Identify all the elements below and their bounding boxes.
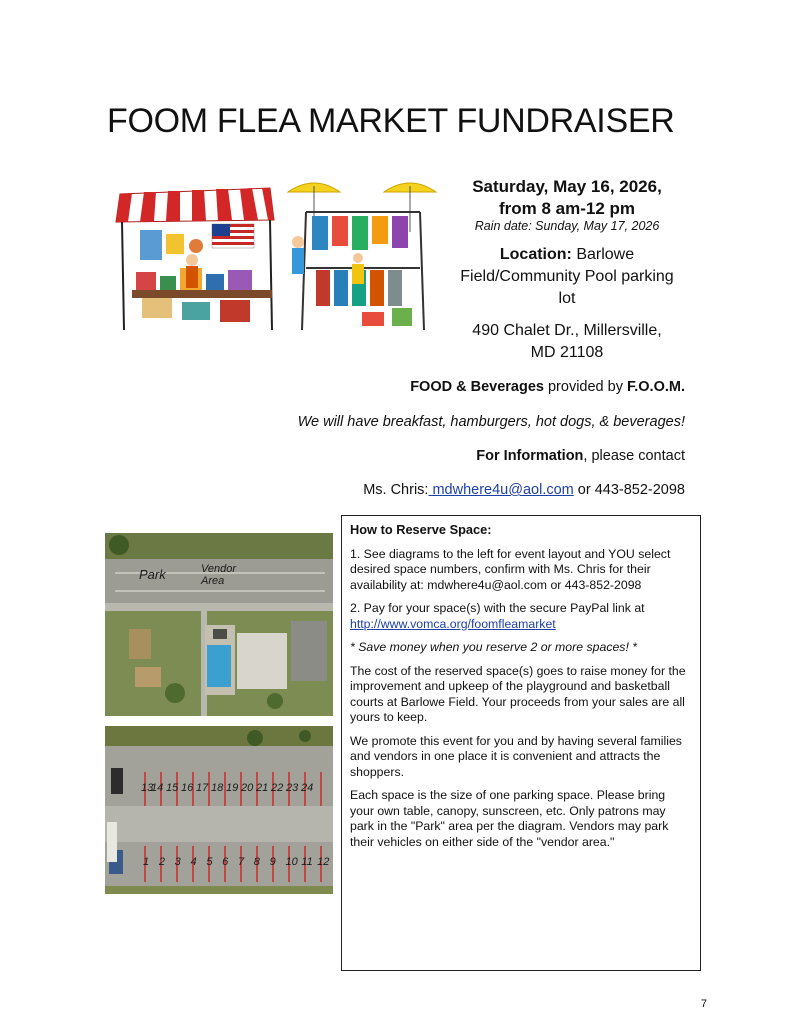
address-line: 490 Chalet Dr., Millersville, — [472, 322, 662, 339]
foom-bold: F.O.O.M. — [627, 379, 685, 395]
space-number: 23 — [286, 782, 299, 794]
location-label: Location: — [499, 246, 572, 263]
space-number: 6 — [222, 856, 229, 868]
reserve-space-box — [341, 515, 701, 971]
space-number: 18 — [211, 782, 224, 794]
space-number: 9 — [269, 856, 276, 868]
info-line — [476, 448, 685, 464]
menu-line: We will have breakfast, hamburgers, hot dogs, & beverages! — [297, 414, 685, 430]
park-label: Park — [139, 567, 166, 582]
food-bold: FOOD & Beverages — [410, 379, 544, 395]
event-date — [452, 176, 682, 220]
bottom-space-numbers — [143, 856, 333, 868]
space-number: 2 — [158, 856, 165, 868]
step-1: 1. See diagrams to the left for event layout and YOU select desired space numbers, confirm with Ms. Chris for their availability at: mdwhere4u@aol.com or 443-852-2098 — [350, 546, 671, 592]
contact-prefix: Ms. Chris: — [363, 482, 429, 498]
page-number: 7 — [700, 998, 707, 1010]
address — [452, 320, 682, 364]
promote-paragraph: We promote this event for you and by having several families and vendors in one place it is convenient and attracts the shoppers. — [350, 733, 682, 779]
food-line — [410, 379, 685, 395]
location-text: Barlowe Field/Community Pool parking lot — [460, 246, 674, 307]
save-money-note: * Save money when you reserve 2 or more spaces! * — [350, 640, 638, 654]
step-2-text: 2. Pay for your space(s) with the secure PayPal link at — [350, 601, 645, 615]
location — [452, 244, 682, 310]
flea-market-illustration — [112, 172, 442, 340]
paypal-link[interactable]: http://www.vomca.org/foomfleamarket — [350, 616, 556, 631]
space-number: 3 — [174, 856, 181, 868]
top-space-numbers — [141, 782, 331, 794]
rain-date: Rain date: Sunday, May 17, 2026 — [474, 219, 660, 233]
cost-paragraph: The cost of the reserved space(s) goes to raise money for the improvement and upkeep of the playground and basketball courts at Barlowe Field. Your proceeds from your sales are all yours to keep. — [350, 663, 686, 724]
food-mid: provided by — [543, 379, 627, 395]
space-size-paragraph: Each space is the size of one parking space. Please bring your own table, canopy, sunscreen, etc. Only patrons may park in the "Park" area per the diagram. Vendors may park their vehicles on either side of the "vendor area." — [350, 788, 669, 849]
space-number: 4 — [190, 856, 197, 868]
space-number: 20 — [241, 782, 254, 794]
space-number: 15 — [166, 782, 179, 794]
info-rest: , please contact — [583, 448, 685, 464]
space-number: 1 — [143, 856, 150, 868]
space-number: 16 — [181, 782, 194, 794]
space-number: 7 — [237, 856, 245, 868]
address-line: MD 21108 — [530, 344, 604, 361]
space-number: 14 — [151, 782, 164, 794]
space-number: 11 — [301, 856, 313, 868]
step-2 — [350, 601, 692, 632]
space-number: 5 — [206, 856, 213, 868]
contact-line — [363, 482, 685, 498]
space-number: 21 — [256, 782, 269, 794]
space-number: 10 — [285, 856, 298, 868]
contact-suffix: or 443-852-2098 — [573, 482, 685, 498]
space-number: 19 — [226, 782, 239, 794]
date-line: Saturday, May 16, 2026, — [472, 177, 662, 196]
time-line: from 8 am-12 pm — [498, 199, 636, 218]
space-number: 12 — [317, 856, 330, 868]
space-number: 13 — [141, 782, 154, 794]
aerial-map-spaces — [105, 726, 333, 894]
aerial-map-overview — [105, 533, 333, 716]
reserve-heading: How to Reserve Space: — [350, 522, 492, 537]
space-number: 17 — [196, 782, 209, 794]
vendor-area-label: Vendor Area — [201, 563, 237, 587]
space-number: 22 — [271, 782, 284, 794]
space-number: 8 — [253, 856, 260, 868]
email-link[interactable]: mdwhere4u@aol.com — [428, 482, 574, 498]
space-number: 24 — [301, 782, 314, 794]
info-bold: For Information — [476, 448, 584, 464]
page-title: FOOM FLEA MARKET FUNDRAISER — [107, 102, 675, 140]
